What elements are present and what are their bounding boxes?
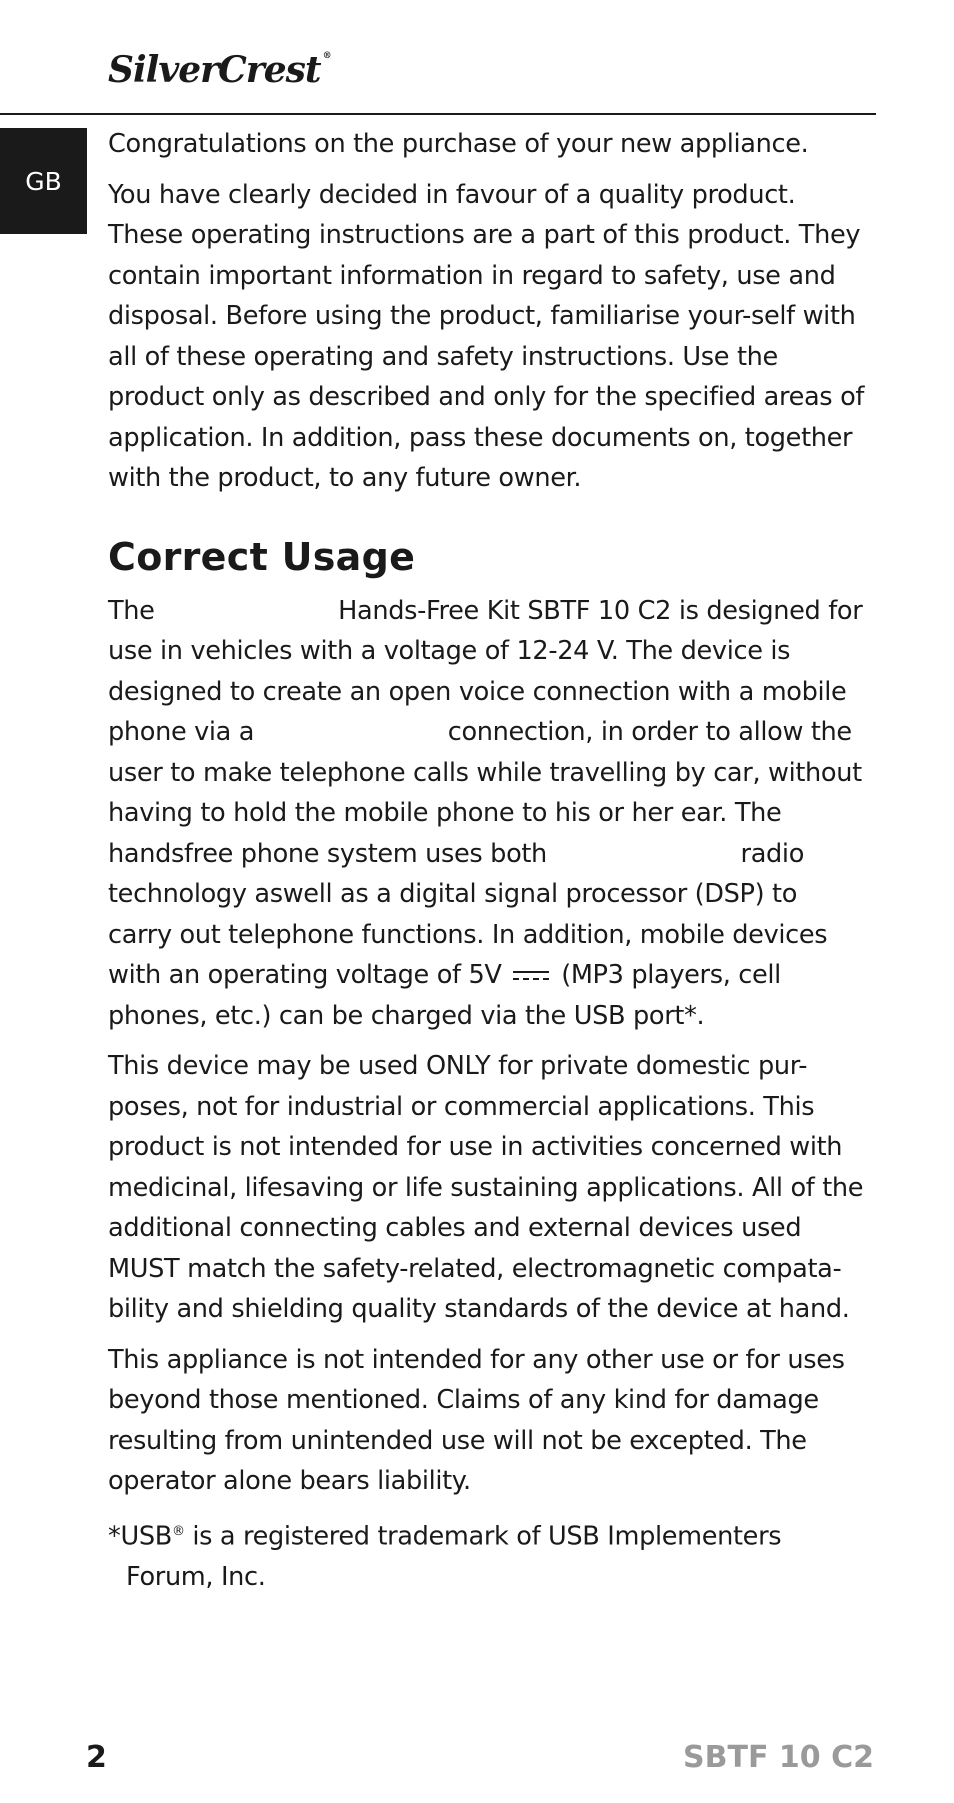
intro-paragraph-1: Congratulations on the purchase of your new appliance. (108, 129, 809, 159)
brand-registered-mark: ® (322, 51, 331, 61)
usage-text-3: connection, in order to allow the user to make telephone calls while travelling by car, without having to hold the mobile phone to his or her ear. The handsfree phone system uses both (108, 717, 862, 869)
page-number: 2 (86, 1740, 107, 1775)
main-content (108, 124, 866, 1597)
usage-paragraph-3: This appliance is not intended for any other use or for uses beyond those mentioned. Claims of any kind for damage resulting from unintended use will not be excepted. The operator alone bears liability. (108, 1344, 845, 1496)
footnote-prefix: *USB (108, 1521, 172, 1552)
usage-text-4: radio technology aswell as a digital signal processor (DSP) to carry out telephone functions. In addition, mobile devices with an operating voltage of 5V (108, 838, 828, 990)
dc-voltage-icon (513, 969, 549, 983)
usage-paragraph-1 (108, 591, 866, 1037)
section-heading-correct-usage: Correct Usage (108, 534, 416, 579)
language-tab (0, 128, 87, 234)
footnote-registered-mark: ® (171, 1523, 185, 1539)
footnote-text: is a registered trademark of USB Implementers Forum, Inc. (126, 1521, 782, 1592)
brand-name: SilverCrest (108, 49, 321, 91)
language-tab-label: GB (25, 166, 62, 196)
usage-text-2: Hands-Free Kit SBTF 10 C2 is designed for use in vehicles with a voltage of 12-24 V. The device is designed to create an open voice connection with a mobile phone via a (108, 595, 863, 747)
usage-text-5: (MP3 players, cell phones, etc.) can be charged via the USB port*. (108, 960, 781, 1031)
usb-footnote (108, 1512, 866, 1598)
usage-paragraph-2: This device may be used ONLY for private domestic pur-poses, not for industrial or commercial applications. This product is not intended for use in activities concerned with medicinal, lifesaving or life sustaining applications. All of the additional connecting cables and external devices used MUST match the safety-related, electromagnetic compata-bility and shielding quality standards of the device at hand. (108, 1051, 864, 1324)
model-number: SBTF 10 C2 (683, 1740, 874, 1775)
page-header (0, 0, 876, 115)
usage-text-1: The (108, 595, 155, 626)
intro-paragraph-2: You have clearly decided in favour of a quality product. These operating instructions are a part of this product. They contain important information in regard to safety, use and disposal. Before using the product, familiarise your-self with all of these operating and safety instructions. Use the product only as described and only for the specified areas of application. In addition, pass these documents on, together with the product, to any future owner. (108, 179, 865, 493)
brand-logo (108, 49, 331, 91)
